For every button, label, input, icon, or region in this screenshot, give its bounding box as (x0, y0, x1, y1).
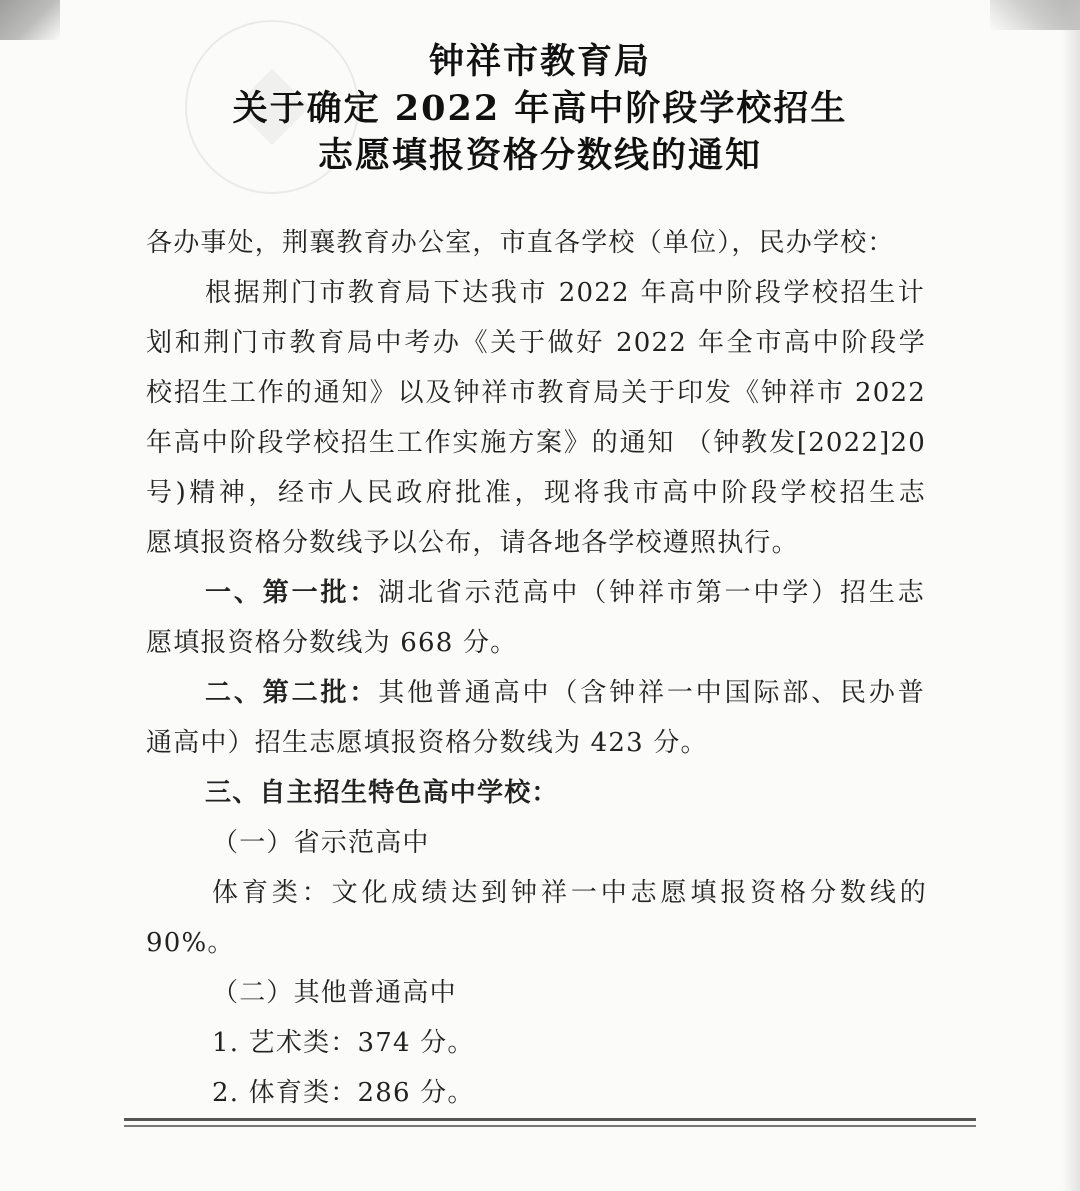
list-item: 2. 体育类：286 分。 (212, 1078, 475, 1108)
subsection-1-line-2: 90%。 (146, 928, 235, 958)
section-2-label: 二、第二批： (205, 678, 379, 708)
section-1-line-2: 愿填报资格分数线为 668 分。 (146, 628, 518, 658)
section-2-content: 其他普通高中（含钟祥一中国际部、民办普 (378, 678, 925, 708)
title-line-3: 志愿填报资格分数线的通知 (317, 135, 762, 176)
section-2-line (205, 672, 925, 709)
body-text: 号)精神，经市人民政府批准，现将我市高中阶段学校招生志 (146, 478, 926, 508)
title-line-2: 关于确定 2022 年高中阶段学校招生 (232, 88, 848, 129)
section-1-content: 湖北省示范高中（钟祥市第一中学）招生志 (378, 578, 925, 608)
list-item: 1. 艺术类：374 分。 (212, 1028, 475, 1058)
subsection-1-text: 体育类：文化成绩达到钟祥一中志愿填报资格分数线的 (212, 878, 927, 908)
scan-shadow (1062, 0, 1080, 1191)
body-line: 愿填报资格分数线予以公布，请各地各学校遵照执行。 (146, 528, 799, 558)
body-line (146, 372, 926, 409)
bottom-divider (124, 1118, 976, 1121)
section-3-heading: 三、自主招生特色高中学校： (205, 778, 559, 808)
body-text: 年高中阶段学校招生工作实施方案》的通知 （钟教发[2022]20 (146, 428, 926, 458)
section-2-line-2: 通高中）招生志愿填报资格分数线为 423 分。 (146, 728, 708, 758)
section-1-label: 一、第一批： (205, 578, 379, 608)
addressee: 各办事处，荆襄教育办公室，市直各学校（单位），民办学校： (146, 228, 895, 258)
body-line (205, 272, 925, 309)
body-line (146, 322, 926, 359)
subsection-1-heading: （一）省示范高中 (212, 828, 430, 858)
bottom-divider (124, 1125, 976, 1127)
body-text: 根据荆门市教育局下达我市 2022 年高中阶段学校招生计 (205, 278, 925, 308)
section-1-line (205, 572, 925, 609)
body-text: 划和荆门市教育局中考办《关于做好 2022 年全市高中阶段学 (146, 328, 926, 358)
section-2-text (205, 672, 925, 709)
body-line (146, 422, 926, 459)
subsection-2-heading: （二）其他普通高中 (212, 978, 457, 1008)
body-line (146, 472, 926, 509)
body-text: 校招生工作的通知》以及钟祥市教育局关于印发《钟祥市 2022 (146, 378, 926, 408)
section-1-text (205, 572, 925, 609)
subsection-1-line (212, 872, 927, 909)
title-line-1: 钟祥市教育局 (428, 41, 651, 82)
